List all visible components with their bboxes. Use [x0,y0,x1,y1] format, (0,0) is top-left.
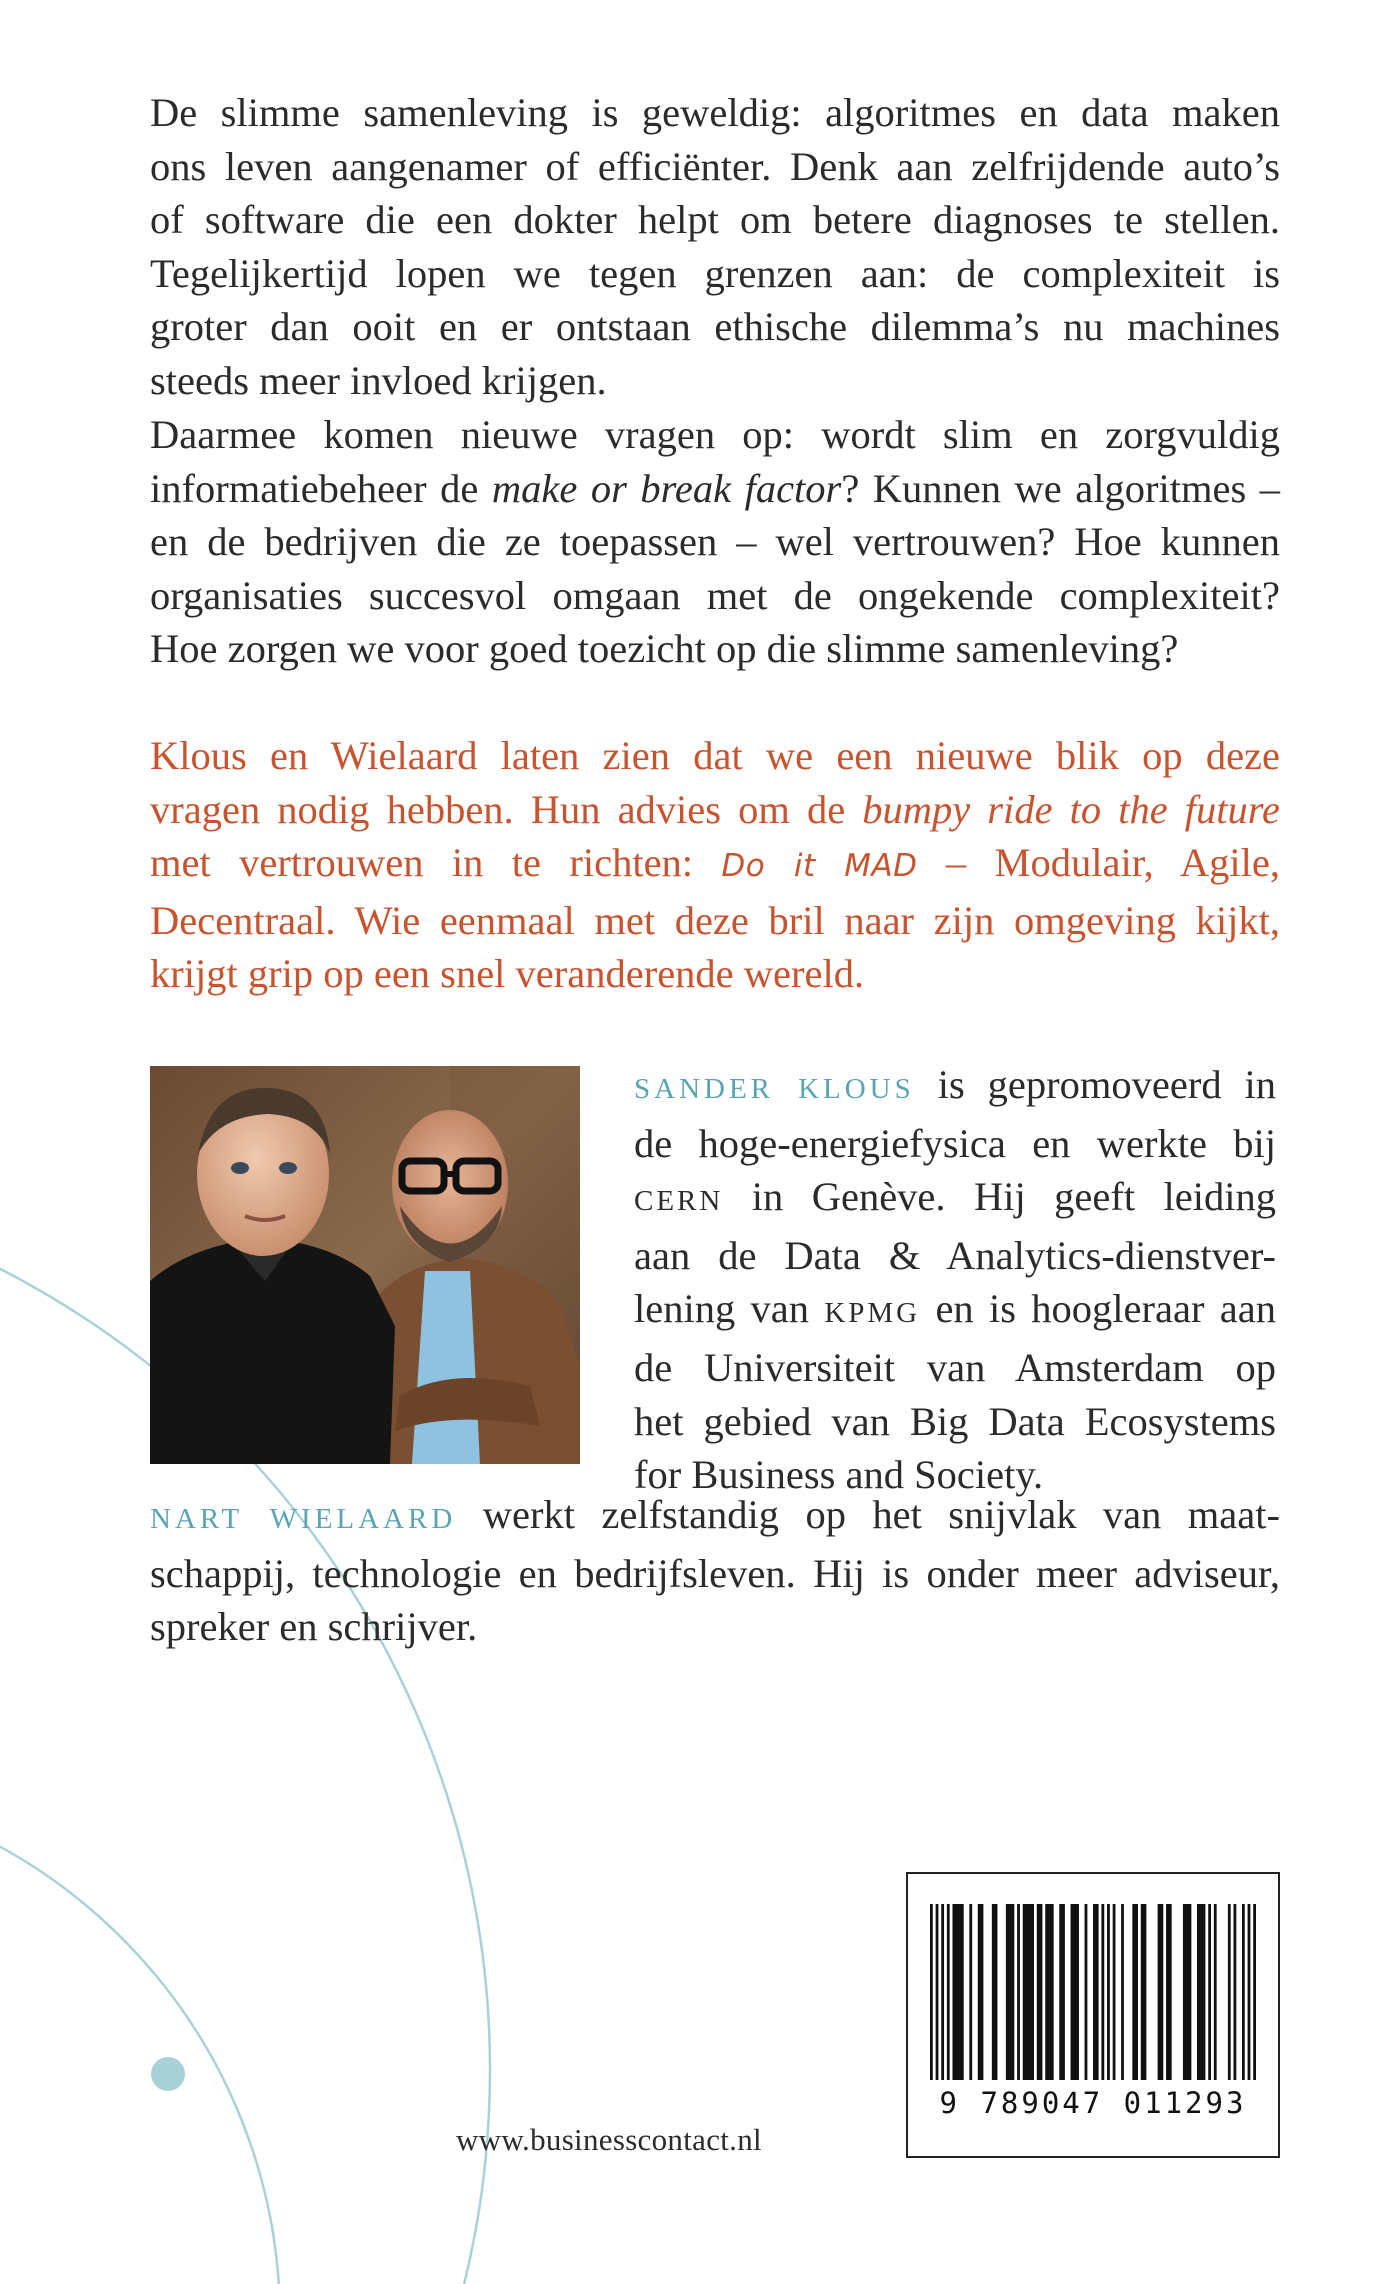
text-run: en is hoogleraar aan [920,1286,1276,1332]
barcode-bar [1113,1904,1116,2080]
isbn-barcode [906,1872,1280,2158]
barcode-bar [930,1904,933,2080]
barcode-bar [1166,1904,1172,2080]
text-line: Daarmee komen nieuwe vragen op: wordt slim en zorgvuldig [150,412,1280,457]
text-run: ? Kunnen we algoritmes – [841,465,1280,511]
barcode-bar [941,1904,944,2080]
barcode-bar [1197,1904,1205,2080]
author-bio-wielaard [150,1488,1280,1654]
barcode-bar [1121,1904,1124,2080]
barcode-bars [930,1904,1256,2080]
barcode-bar [1158,1904,1164,2080]
barcode-bar [1214,1904,1217,2080]
text-run: informatiebeheer de [150,465,492,511]
barcode-bar [1228,1904,1231,2080]
text-line: of software die een dokter helpt om betere diagnoses te stellen. [150,197,1280,243]
blurb-paragraph-2 [150,408,1280,676]
text-line: krijgt grip op een snel veranderende wereld. [150,951,865,997]
text-line: Tegelijkertijd lopen we tegen grenzen aan: de complexiteit is [150,250,1280,296]
barcode-bar [1101,1904,1104,2080]
italic-phrase: bumpy ride to the future [862,786,1280,832]
acronym: CERN [634,1185,724,1218]
text-line: de hoge-energiefysica en werkte bij [634,1120,1276,1166]
italic-phrase: make or break factor [491,465,842,511]
text-line: groter dan ooit en er ontstaan ethische dilemma’s nu machines [150,304,1280,350]
text-line: Decentraal. Wie eenmaal met deze bril naar zijn omgeving kijkt, [150,897,1280,943]
barcode-bar [978,1904,984,2080]
text-line [150,783,1280,837]
barcode-bar [952,1904,963,2080]
barcode-bar [936,1904,939,2080]
text-line [150,462,1280,516]
barcode-bar [1071,1904,1079,2080]
barcode-bar [1059,1904,1065,2080]
deco-circle-small [0,1780,280,2284]
author-name: SANDER KLOUS [634,1073,915,1105]
barcode-bar [1085,1904,1088,2080]
text-line: Klous en Wielaard laten zien dat we een nieuwe blik op deze [150,733,1280,778]
text-run: in Genève. Hij geeft leiding [723,1174,1276,1220]
text-line [150,1488,1280,1547]
text-line: Hoe zorgen we voor goed toezicht op die slimme samenleving? [150,626,1179,672]
text-line: De slimme samenleving is geweldig: algoritmes en data maken [150,90,1280,135]
barcode-bar [1037,1904,1043,2080]
author-name: NART WIELAARD [150,1503,457,1535]
text-run: vragen nodig hebben. Hun advies om de [150,786,863,832]
text-line: spreker en schrijver. [150,1604,478,1650]
blurb-paragraph-highlight [150,729,1280,1001]
text-line [634,1282,1276,1341]
publisher-website: www.businesscontact.nl [456,2122,762,2157]
text-line: aan de Data & Analytics-dienstver- [634,1232,1276,1278]
blurb-paragraph-1 [150,86,1280,408]
author-photo [150,1066,580,1464]
author-bio-klous [634,1058,1276,1502]
text-line: steeds meer invloed krijgen. [150,357,607,403]
barcode-bar [1107,1904,1110,2080]
do-it-mad-slogan: Do it MAD [721,848,918,885]
barcode-bar [969,1904,972,2080]
barcode-bar [1017,1904,1020,2080]
isbn-number: 9 789047 011293 [939,2086,1247,2120]
barcode-bar [1141,1904,1147,2080]
barcode-bar [1006,1904,1014,2080]
barcode-bar [1208,1904,1211,2080]
text-line: de Universiteit van Amsterdam op [634,1344,1276,1390]
barcode-bar [992,1904,998,2080]
barcode-bar [1023,1904,1034,2080]
text-line: organisaties succesvol omgaan met de ongekende complexiteit? [150,572,1280,618]
text-line: en de bedrijven die ze toepassen – wel vertrouwen? Hoe kunnen [150,519,1280,565]
text-run: werkt zelfstandig op het snijvlak van maat- [456,1492,1280,1537]
barcode-bar [1132,1904,1138,2080]
barcode-bar [1183,1904,1191,2080]
barcode-bar [1234,1904,1237,2080]
text-run: – Modulair, Agile, [917,840,1280,886]
text-line [634,1058,1276,1117]
barcode-bar [1253,1904,1256,2080]
text-line: ons leven aangenamer of efficiënter. Denk aan zelfrijdende auto’s [150,143,1280,189]
text-line: het gebied van Big Data Ecosystems [634,1398,1276,1444]
text-line [150,836,1280,894]
barcode-bar [1248,1904,1251,2080]
text-run: is gepromoveerd in [914,1062,1277,1107]
text-line: for Business and Society. [634,1452,1044,1498]
barcode-bar [1093,1904,1099,2080]
acronym: KPMG [824,1297,921,1330]
barcode-bar [1242,1904,1245,2080]
text-run: lening van [634,1286,825,1332]
text-line: schappij, technologie en bedrijfsleven. Hij is onder meer adviseur, [150,1550,1280,1596]
barcode-bar [1045,1904,1053,2080]
text-line [634,1170,1276,1229]
barcode-bar [947,1904,950,2080]
text-run: met vertrouwen in te richten: [150,840,722,886]
deco-dot [151,2057,185,2091]
